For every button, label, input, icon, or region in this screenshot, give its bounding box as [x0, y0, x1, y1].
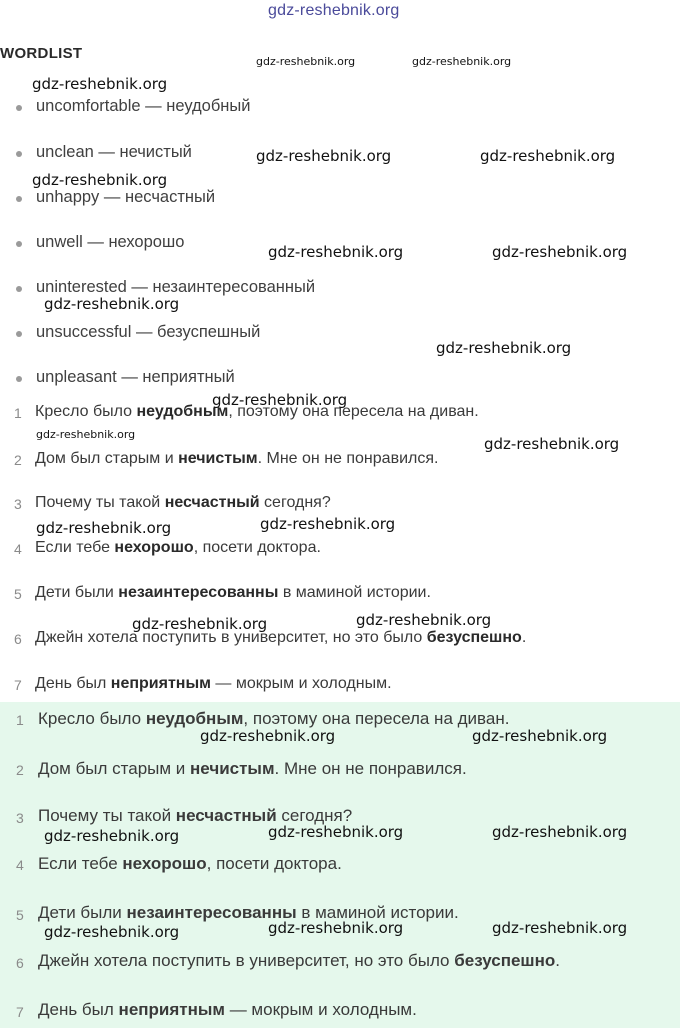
sentence: Дом был старым и нечистым. Мне он не понравился. — [35, 450, 439, 467]
bullet-icon — [16, 151, 22, 157]
wordlist-item: uncomfortable — неудобный — [36, 97, 251, 115]
watermark: gdz-reshebnik.org — [44, 295, 180, 313]
watermark: gdz-reshebnik.org — [484, 435, 620, 453]
answer-sentence: Дети были незаинтересованны в маминой истории. — [38, 903, 459, 922]
sentence-number: 1 — [14, 405, 22, 421]
watermark: gdz-reshebnik.org — [36, 428, 136, 441]
sentence: Если тебе нехорошо, посети доктора. — [35, 539, 321, 556]
watermark: gdz-reshebnik.org — [256, 55, 356, 68]
wordlist-heading: WORDLIST — [0, 45, 83, 62]
watermark: gdz-reshebnik.org — [200, 727, 336, 745]
bullet-icon — [16, 331, 22, 337]
watermark: gdz-reshebnik.org — [32, 171, 168, 189]
watermark: gdz-reshebnik.org — [492, 823, 628, 841]
wordlist-item: uninterested — незаинтересованный — [36, 278, 316, 296]
sentence-number: 4 — [14, 541, 22, 557]
wordlist-item: unwell — нехорошо — [36, 233, 185, 251]
sentence: Дети были незаинтересованны в маминой истории. — [35, 584, 431, 601]
watermark: gdz-reshebnik.org — [44, 827, 180, 845]
sentence-number: 2 — [14, 452, 22, 468]
watermark: gdz-reshebnik.org — [268, 823, 404, 841]
sentence-number: 6 — [14, 631, 22, 647]
watermark: gdz-reshebnik.org — [412, 55, 512, 68]
answer-sentence: Если тебе нехорошо, посети доктора. — [38, 854, 342, 873]
answer-number: 5 — [16, 907, 24, 923]
sentence-number: 3 — [14, 496, 22, 512]
sentence: Кресло было неудобным, поэтому она пересела на диван. — [35, 403, 479, 420]
answer-sentence: Дом был старым и нечистым. Мне он не понравился. — [38, 759, 467, 778]
answer-sentence: Джейн хотела поступить в университет, но это было безуспешно. — [38, 951, 560, 970]
answer-sentence: Почему ты такой несчастный сегодня? — [38, 806, 353, 825]
sentence-number: 5 — [14, 586, 22, 602]
bullet-icon — [16, 196, 22, 202]
answer-number: 7 — [16, 1004, 24, 1020]
watermark: gdz-reshebnik.org — [212, 391, 348, 409]
watermark: gdz-reshebnik.org — [44, 923, 180, 941]
watermark: gdz-reshebnik.org — [132, 615, 268, 633]
wordlist-item: unclean — нечистый — [36, 143, 192, 161]
watermark: gdz-reshebnik.org — [260, 515, 396, 533]
watermark: gdz-reshebnik.org — [356, 611, 492, 629]
sentence-number: 7 — [14, 677, 22, 693]
answer-number: 2 — [16, 762, 24, 778]
answer-number: 4 — [16, 857, 24, 873]
answer-number: 3 — [16, 810, 24, 826]
watermark: gdz-reshebnik.org — [268, 243, 404, 261]
answer-sentence: Кресло было неудобным, поэтому она пересела на диван. — [38, 709, 510, 728]
answer-sentence: День был неприятным — мокрым и холодным. — [38, 1000, 417, 1019]
watermark: gdz-reshebnik.org — [36, 519, 172, 537]
wordlist-item: unpleasant — неприятный — [36, 368, 235, 386]
watermark: gdz-reshebnik.org — [472, 727, 608, 745]
watermark: gdz-reshebnik.org — [32, 75, 168, 93]
sentence: Почему ты такой несчастный сегодня? — [35, 494, 331, 511]
watermark: gdz-reshebnik.org — [492, 919, 628, 937]
watermark: gdz-reshebnik.org — [436, 339, 572, 357]
wordlist-item: unhappy — несчастный — [36, 188, 216, 206]
watermark: gdz-reshebnik.org — [268, 919, 404, 937]
bullet-icon — [16, 105, 22, 111]
answer-number: 1 — [16, 712, 24, 728]
bullet-icon — [16, 376, 22, 382]
watermark: gdz-reshebnik.org — [480, 147, 616, 165]
bullet-icon — [16, 241, 22, 247]
wordlist-item: unsuccessful — безуспешный — [36, 323, 261, 341]
bullet-icon — [16, 286, 22, 292]
watermark: gdz-reshebnik.org — [492, 243, 628, 261]
answer-number: 6 — [16, 955, 24, 971]
top-site-link[interactable]: gdz-reshebnik.org — [268, 2, 400, 19]
sentence: День был неприятным — мокрым и холодным. — [35, 675, 392, 692]
sentence: Джейн хотела поступить в университет, но это было безуспешно. — [35, 629, 527, 646]
watermark: gdz-reshebnik.org — [256, 147, 392, 165]
